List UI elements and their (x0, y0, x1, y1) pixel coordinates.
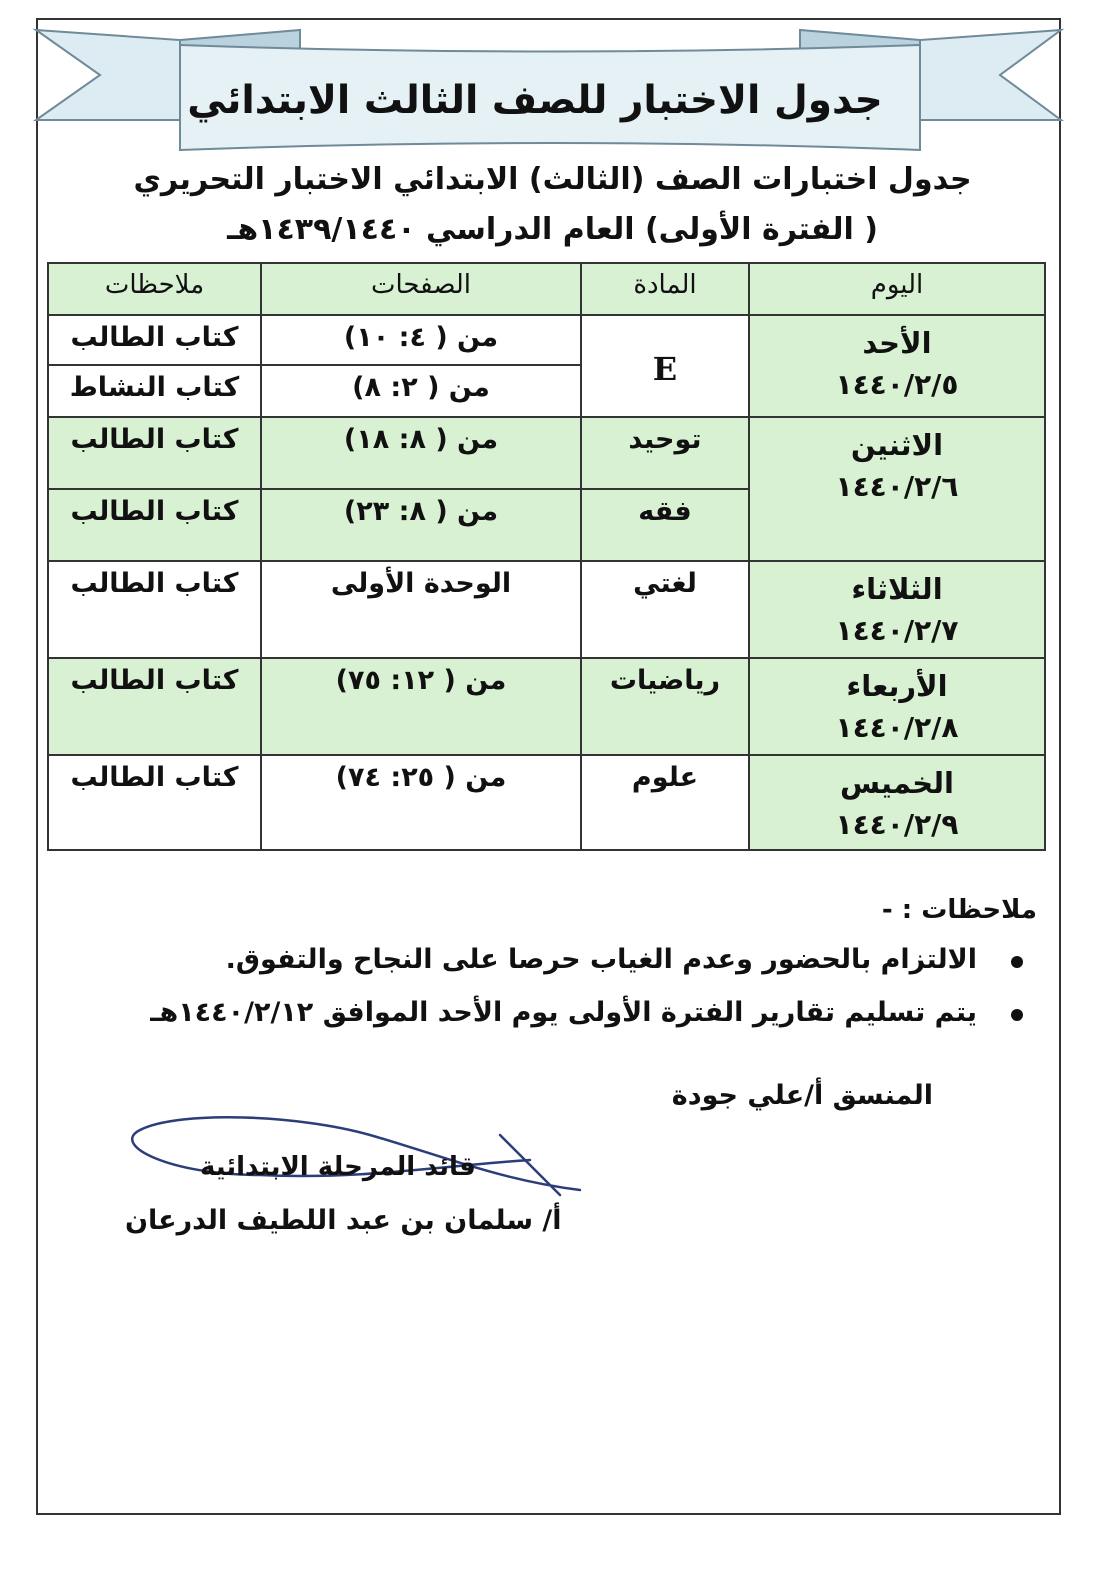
notes-text: كتاب الطالب (70, 568, 239, 599)
subject-name: فقه (638, 496, 692, 527)
pages-range: من ( ٢٥: ٧٤) (335, 762, 507, 793)
leader-name: أ/ سلمان بن عبد اللطيف الدرعان (125, 1205, 562, 1236)
pages-cell (261, 561, 581, 658)
subject-cell (581, 417, 749, 489)
pages-range: من ( ٤: ١٠) (343, 322, 499, 353)
notes-heading: ملاحظات : - (881, 895, 1037, 925)
list-item (150, 997, 977, 1028)
subject-name: لغتي (633, 568, 697, 599)
day-name: الثلاثاء (851, 572, 943, 606)
note-text: الالتزام بالحضور وعدم الغياب حرصا على النجاح والتفوق. (225, 944, 977, 975)
subject-name: رياضيات (609, 665, 721, 696)
day-date: ١٤٤٠/٢/٨ (835, 711, 959, 744)
header-pages: الصفحات (261, 263, 581, 315)
header-day: اليوم (749, 263, 1045, 315)
notes-cell (48, 561, 261, 658)
table-row (48, 561, 1045, 658)
list-item (226, 944, 977, 975)
notes-cell (48, 755, 261, 850)
subject-cell (581, 315, 749, 417)
exam-schedule-table (47, 262, 1046, 851)
subject-name: E (652, 350, 678, 388)
pages-range: من ( ٢: ٨) (352, 372, 490, 403)
notes-cell (48, 658, 261, 755)
note-text: يتم تسليم تقارير الفترة الأولى يوم الأحد الموافق ١٤٤٠/٢/١٢هـ (150, 997, 977, 1028)
header-notes: ملاحظات (48, 263, 261, 315)
table-row (48, 658, 1045, 755)
subject-cell (581, 755, 749, 850)
subject-cell (581, 658, 749, 755)
table-row (48, 315, 1045, 365)
notes-cell (48, 315, 261, 365)
day-cell (749, 561, 1045, 658)
notes-text: كتاب الطالب (70, 762, 239, 793)
subject-cell (581, 489, 749, 561)
notes-cell (48, 489, 261, 561)
pages-cell (261, 417, 581, 489)
subject-name: توحيد (628, 424, 702, 455)
day-name: الاثنين (850, 428, 944, 462)
table-row (48, 417, 1045, 489)
pages-range: الوحدة الأولى (330, 568, 512, 599)
day-cell (749, 755, 1045, 850)
notes-text: كتاب النشاط (69, 372, 240, 403)
day-date: ١٤٤٠/٢/٦ (835, 470, 959, 503)
pages-range: من ( ٨: ١٨) (343, 424, 499, 455)
notes-cell (48, 417, 261, 489)
day-date: ١٤٤٠/٢/٥ (835, 368, 959, 401)
subject-name: علوم (631, 762, 699, 793)
table-header-row (48, 263, 1045, 315)
pages-cell (261, 489, 581, 561)
banner-title: جدول الاختبار للصف الثالث الابتدائي (187, 78, 883, 123)
coordinator-name: المنسق أ/علي جودة (671, 1080, 933, 1111)
title-ribbon (0, 0, 1105, 170)
day-cell (749, 658, 1045, 755)
table-row (48, 755, 1045, 850)
bullet-icon (1011, 1009, 1023, 1021)
bullet-icon (1011, 956, 1023, 968)
day-name: الخميس (839, 766, 954, 800)
pages-cell (261, 315, 581, 365)
day-date: ١٤٤٠/٢/٧ (835, 614, 959, 647)
pages-cell (261, 365, 581, 417)
pages-range: من ( ١٢: ٧٥) (335, 665, 507, 696)
notes-text: كتاب الطالب (70, 496, 239, 527)
notes-text: كتاب الطالب (70, 665, 239, 696)
notes-cell (48, 365, 261, 417)
pages-cell (261, 755, 581, 850)
day-name: الأربعاء (846, 669, 948, 703)
day-cell (749, 417, 1045, 561)
day-date: ١٤٤٠/٢/٩ (835, 808, 959, 841)
header-subject: المادة (581, 263, 749, 315)
subject-cell (581, 561, 749, 658)
notes-text: كتاب الطالب (70, 424, 239, 455)
notes-text: كتاب الطالب (70, 322, 239, 353)
day-name: الأحد (862, 326, 932, 360)
leader-title: قائد المرحلة الابتدائية (200, 1152, 476, 1182)
subtitle-line-2: ( الفترة الأولى) العام الدراسي ١٤٣٩/١٤٤٠هـ (227, 212, 878, 247)
pages-range: من ( ٨: ٢٣) (343, 496, 499, 527)
pages-cell (261, 658, 581, 755)
subtitle-line-1: جدول اختبارات الصف (الثالث) الابتدائي الاختبار التحريري (133, 162, 972, 197)
day-cell (749, 315, 1045, 417)
